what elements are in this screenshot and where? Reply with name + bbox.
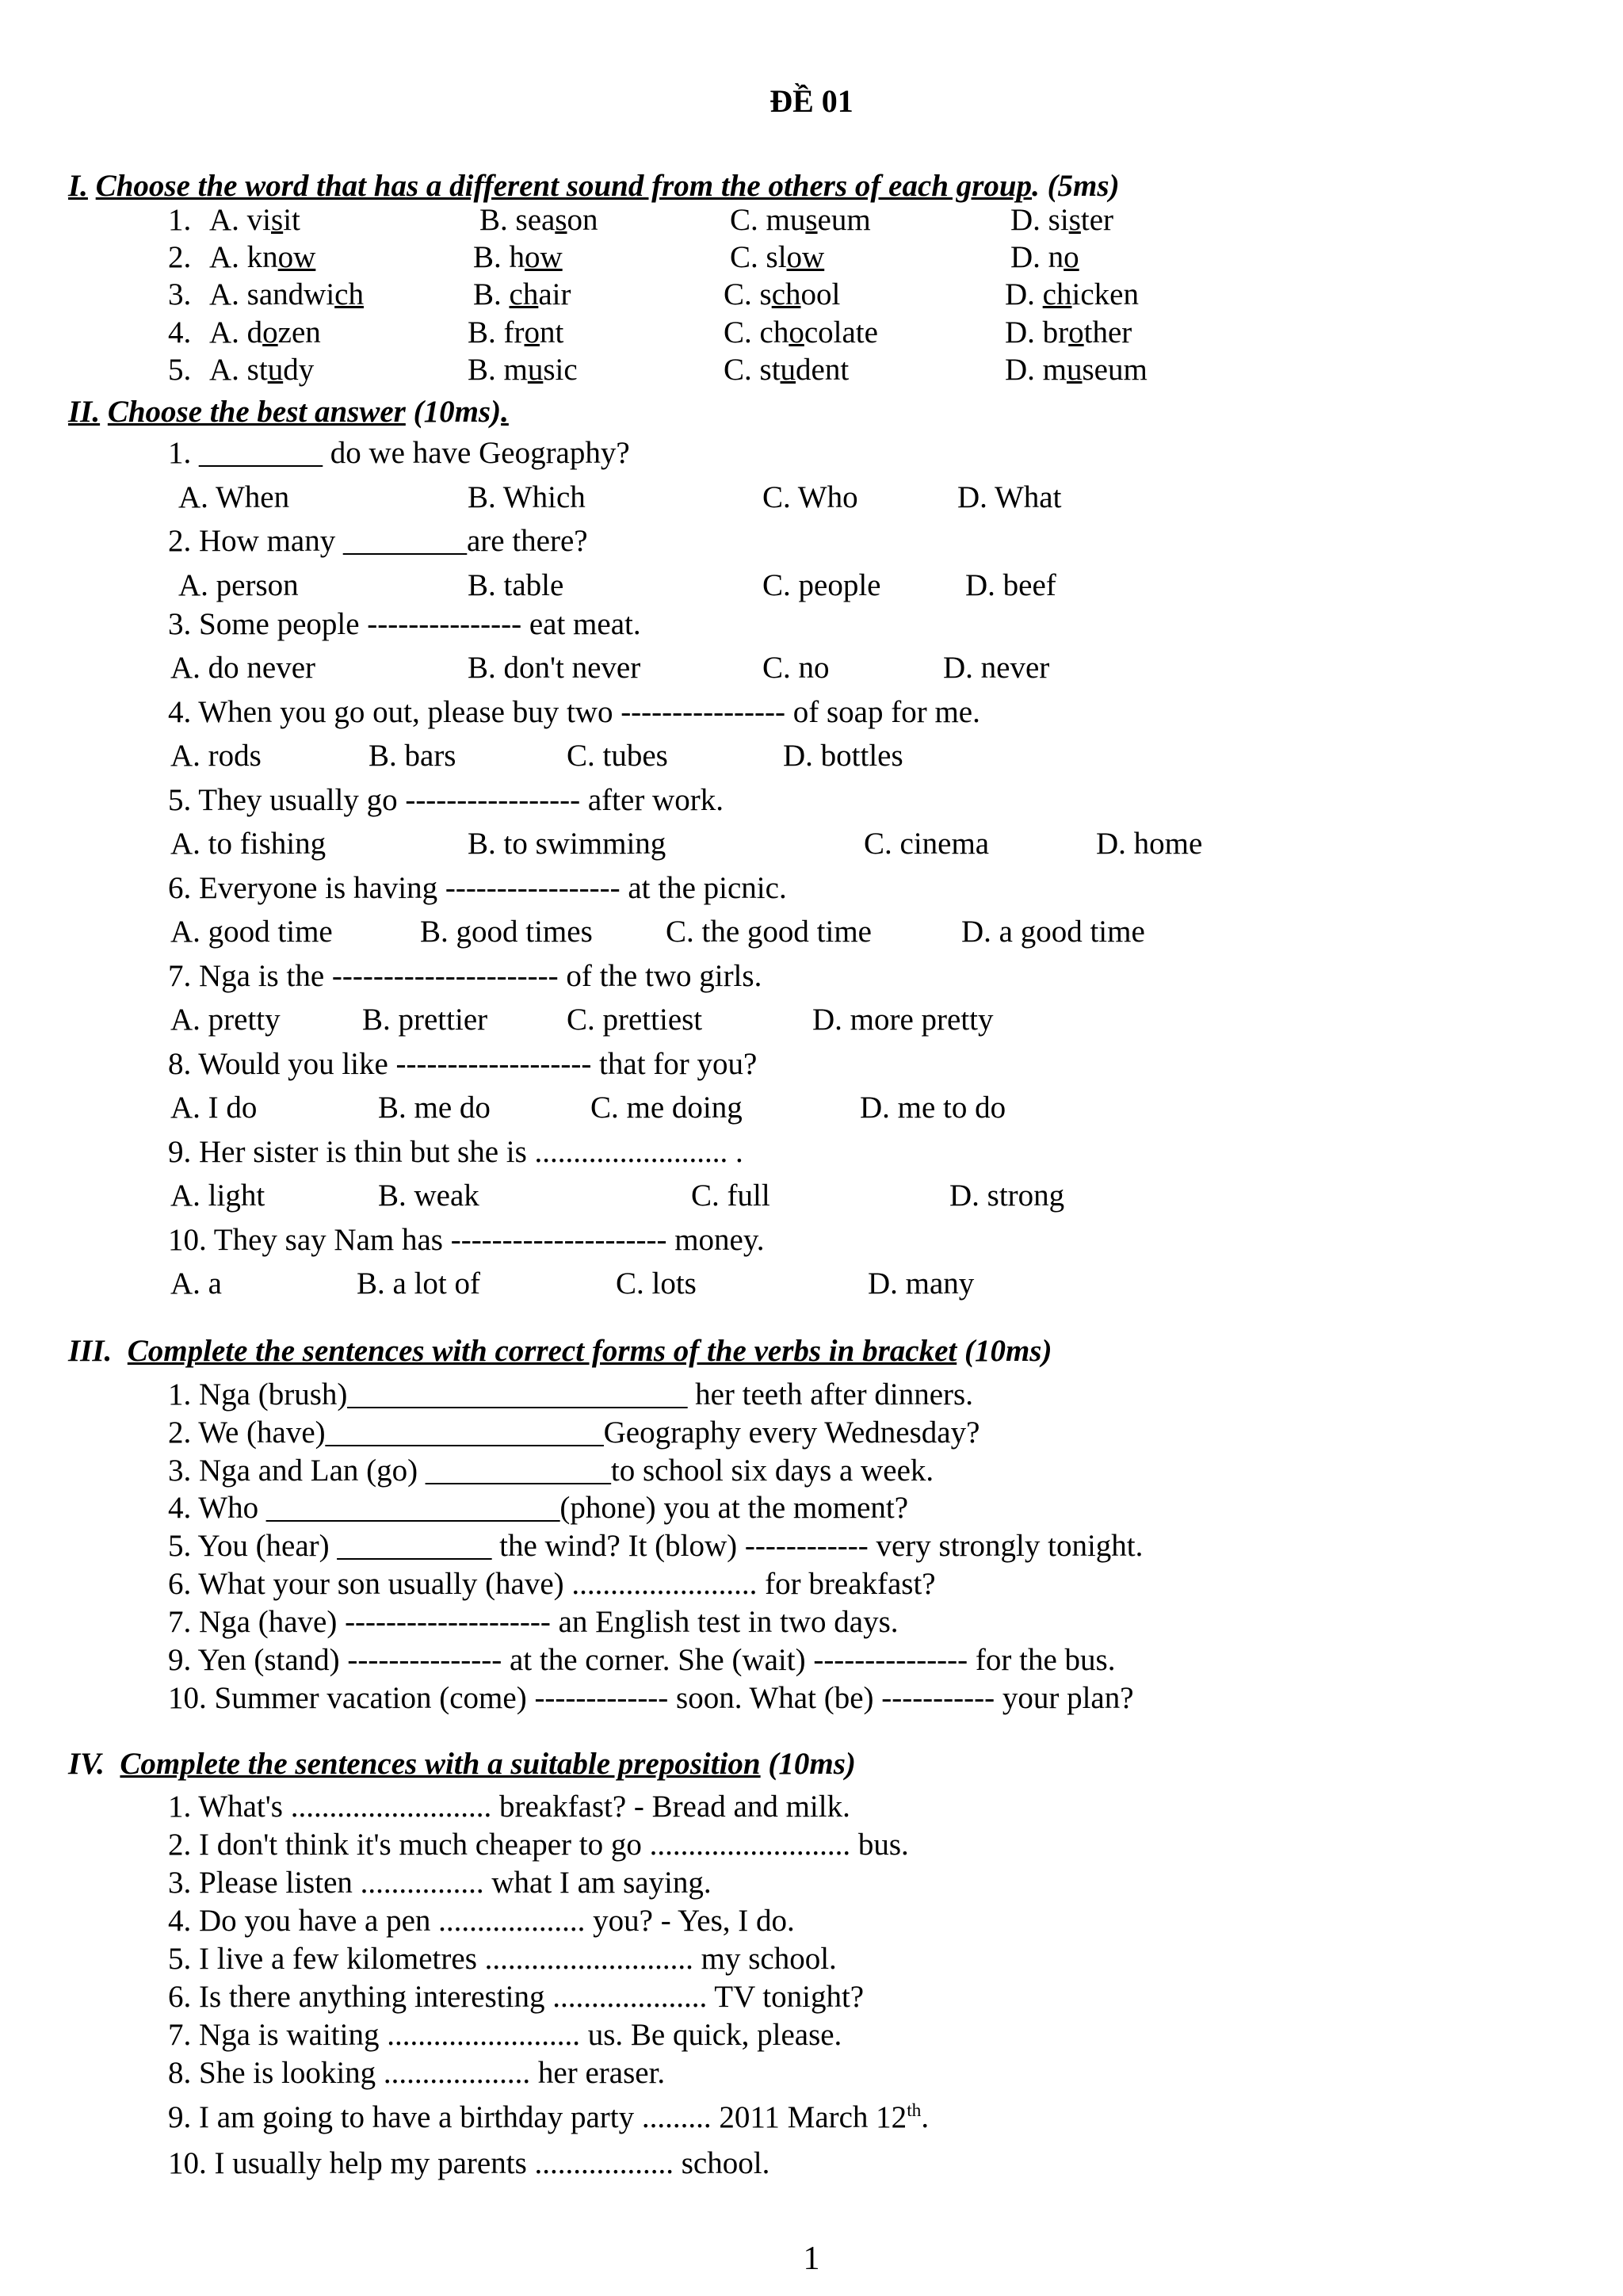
option	[209, 204, 300, 235]
option-prefix: D. br	[1005, 315, 1069, 350]
option	[724, 354, 849, 385]
sentence	[168, 1829, 909, 1860]
option	[468, 317, 563, 348]
section-3-title: Complete the sentences with correct forms of the verbs in bracket	[127, 1334, 957, 1368]
question: 2. How many ________are there?	[168, 524, 588, 558]
underlined-sound: u	[527, 353, 544, 387]
answer-option: D. never	[943, 651, 1050, 685]
option-suffix: sic	[543, 353, 578, 387]
option	[473, 279, 571, 310]
question: 7. Nga is the ---------------------- of the two girls.	[168, 959, 762, 993]
answer-option: D. a good time	[961, 915, 1145, 949]
option-prefix: B. fr	[468, 315, 525, 350]
option-suffix: on	[567, 203, 598, 237]
answer-option: D. strong	[949, 1179, 1065, 1213]
sentence	[168, 2019, 842, 2050]
option	[479, 204, 598, 235]
answer-option: C. full	[691, 1179, 770, 1213]
option-prefix: B. m	[468, 353, 528, 387]
answer-option: A. rods	[170, 739, 262, 773]
section-1-title: Choose the word that has a different sound from the others of each group	[95, 169, 1033, 203]
section-2-title: Choose the best answer	[107, 395, 406, 429]
option-suffix: nt	[540, 315, 564, 350]
section-1-roman: I.	[68, 169, 88, 203]
option	[730, 242, 824, 273]
option	[1010, 204, 1113, 235]
sentence-text: 7. Nga is waiting ......................... us. Be quick, please.	[168, 2018, 842, 2052]
answer-option: B. a lot of	[357, 1266, 480, 1301]
section-4-roman: IV.	[68, 1747, 105, 1781]
sentence: 3. Nga and Lan (go) ____________to school six days a week.	[168, 1454, 934, 1488]
option-prefix: A. d	[209, 315, 263, 350]
option-prefix: C. st	[724, 353, 781, 387]
page-number: 1	[803, 2241, 820, 2277]
sentence-text: 6. Is there anything interesting .................... TV tonight?	[168, 1980, 865, 2014]
section-2-points: (10ms)	[413, 395, 502, 429]
answer-option: A. good time	[170, 915, 333, 949]
underlined-sound: s	[805, 203, 818, 237]
underlined-sound: ow	[525, 240, 563, 274]
underlined-sound: ch	[334, 277, 364, 311]
underlined-sound: o	[524, 315, 540, 350]
question: 9. Her sister is thin but she is ......................... .	[168, 1135, 743, 1169]
sentence-text: 4. Do you have a pen ................... you? - Yes, I do.	[168, 1904, 795, 1938]
sentence: 4. Who ___________________(phone) you at the moment?	[168, 1491, 909, 1525]
option-suffix: eum	[817, 203, 871, 237]
option	[468, 354, 578, 385]
question: 8. Would you like ------------------- that for you?	[168, 1047, 758, 1081]
answer-option: D. home	[1096, 827, 1203, 861]
answer-option: B. Which	[468, 480, 586, 514]
item-number: 1.	[168, 203, 192, 237]
option	[473, 242, 563, 273]
sentence	[168, 2057, 665, 2088]
underlined-sound: ch	[509, 277, 539, 311]
sentence	[168, 2102, 929, 2133]
answer-option: B. don't never	[468, 651, 641, 685]
underlined-sound: ch	[1042, 277, 1072, 311]
underlined-sound: o	[1064, 240, 1079, 274]
answer-option: A. I do	[170, 1091, 258, 1125]
answer-option: C. me doing	[590, 1091, 743, 1125]
answer-option: D. beef	[965, 568, 1056, 602]
section-1-points: . (5ms)	[1032, 169, 1120, 203]
option-suffix: it	[283, 203, 300, 237]
sentence: 9. Yen (stand) --------------- at the corner. She (wait) --------------- for the bus.	[168, 1643, 1116, 1677]
underlined-sound: o	[262, 315, 278, 350]
section-4-points: (10ms)	[768, 1747, 856, 1781]
sentence: 1. Nga (brush)______________________ her teeth after dinners.	[168, 1377, 973, 1412]
answer-option: C. the good time	[666, 915, 872, 949]
answer-option: C. Who	[762, 480, 858, 514]
section-2-dot: .	[501, 395, 509, 429]
underlined-sound: ow	[786, 240, 825, 274]
underlined-sound: u	[780, 353, 796, 387]
underlined-sound: ch	[771, 277, 801, 311]
question: 10. They say Nam has --------------------- money.	[168, 1223, 765, 1257]
answer-option: A. When	[178, 480, 290, 514]
answer-option: A. pretty	[170, 1003, 281, 1037]
option	[724, 317, 878, 348]
sentence-text: 10. I usually help my parents .................. school.	[168, 2146, 770, 2180]
option	[209, 317, 321, 348]
option	[1005, 317, 1132, 348]
section-4-title: Complete the sentences with a suitable preposition	[120, 1747, 761, 1781]
underlined-sound: s	[271, 203, 284, 237]
option-prefix: B.	[473, 277, 510, 311]
option-prefix: A. kn	[209, 240, 278, 274]
ordinal-suffix: th	[907, 2100, 922, 2121]
sentence-text: 3. Please listen ................ what I am saying.	[168, 1866, 712, 1900]
option-suffix: ther	[1083, 315, 1132, 350]
underlined-sound: u	[1067, 353, 1083, 387]
option-suffix: icken	[1071, 277, 1139, 311]
option	[730, 204, 871, 235]
sentence-text: 1. What's .......................... breakfast? - Bread and milk.	[168, 1790, 850, 1824]
item-number: 5.	[168, 353, 192, 387]
underlined-sound: s	[555, 203, 567, 237]
answer-option: A. to fishing	[170, 827, 327, 861]
answer-option: A. a	[170, 1266, 222, 1301]
option-suffix: dy	[283, 353, 315, 387]
option-prefix: D. n	[1010, 240, 1064, 274]
sentence-text: 8. She is looking ................... her eraser.	[168, 2056, 666, 2090]
sentence	[168, 1867, 712, 1898]
underlined-sound: o	[1068, 315, 1084, 350]
option-prefix: C. sl	[730, 240, 787, 274]
item-number: 3.	[168, 277, 192, 311]
sentence	[168, 1981, 864, 2012]
answer-option: C. prettiest	[567, 1003, 703, 1037]
answer-option: D. more pretty	[812, 1003, 994, 1037]
sentence-text: 5. I live a few kilometres ........................... my school.	[168, 1942, 837, 1976]
sentence	[168, 1905, 795, 1936]
answer-option: C. tubes	[567, 739, 668, 773]
sentence	[168, 2148, 769, 2179]
option-prefix: B. h	[473, 240, 525, 274]
answer-option: C. people	[762, 568, 881, 602]
question: 5. They usually go ----------------- after work.	[168, 783, 724, 817]
answer-option: B. prettier	[362, 1003, 488, 1037]
section-3-points: (10ms)	[964, 1334, 1052, 1368]
answer-option: B. good times	[420, 915, 593, 949]
section-1-heading	[68, 168, 1120, 204]
answer-option: A. do never	[170, 651, 316, 685]
answer-option: D. me to do	[860, 1091, 1006, 1125]
answer-option: C. no	[762, 651, 830, 685]
sentence	[168, 1943, 837, 1974]
section-2-heading	[68, 394, 509, 430]
option-prefix: D. m	[1005, 353, 1067, 387]
option-prefix: B. sea	[479, 203, 556, 237]
option-prefix: D. si	[1010, 203, 1069, 237]
option-suffix: ool	[800, 277, 841, 311]
answer-option: B. to swimming	[468, 827, 666, 861]
underlined-sound: s	[1068, 203, 1081, 237]
option-suffix: air	[538, 277, 571, 311]
option-suffix: zen	[277, 315, 321, 350]
sentence: 7. Nga (have) -------------------- an English test in two days.	[168, 1605, 899, 1639]
option-prefix: C. ch	[724, 315, 789, 350]
option-prefix: A. sandwi	[209, 277, 335, 311]
page-title: ĐỀ 01	[769, 83, 854, 119]
item-number: 4.	[168, 315, 192, 350]
answer-option: D. bottles	[783, 739, 903, 773]
item-number: 2.	[168, 240, 192, 274]
option-prefix: A. vi	[209, 203, 271, 237]
option-suffix: seum	[1082, 353, 1148, 387]
answer-option: D. many	[868, 1266, 975, 1301]
sentence: 10. Summer vacation (come) ------------- soon. What (be) ----------- your plan?	[168, 1681, 1134, 1715]
answer-option: C. cinema	[864, 827, 990, 861]
question: 6. Everyone is having ----------------- at the picnic.	[168, 871, 787, 905]
option-prefix: C. s	[724, 277, 772, 311]
option	[1005, 354, 1148, 385]
answer-option: C. lots	[616, 1266, 697, 1301]
section-4-heading	[68, 1746, 856, 1782]
option	[209, 279, 364, 310]
section-3-roman: III.	[68, 1334, 113, 1368]
option	[209, 242, 315, 273]
answer-option: A. person	[178, 568, 299, 602]
sentence	[168, 1791, 850, 1822]
question: 4. When you go out, please buy two ---------------- of soap for me.	[168, 695, 980, 729]
option	[724, 279, 840, 310]
question: 3. Some people --------------- eat meat.	[168, 607, 641, 641]
option-prefix: C. mu	[730, 203, 806, 237]
answer-option: A. light	[170, 1179, 265, 1213]
sentence: 5. You (hear) __________ the wind? It (blow) ------------ very strongly tonight.	[168, 1529, 1144, 1563]
option-suffix: dent	[796, 353, 850, 387]
option	[209, 354, 314, 385]
answer-option: B. weak	[378, 1179, 479, 1213]
answer-option: D. What	[957, 480, 1062, 514]
option	[1010, 242, 1079, 273]
option-prefix: D.	[1005, 277, 1043, 311]
sentence-text: 9. I am going to have a birthday party ......... 2011 March 12	[168, 2100, 907, 2134]
underlined-sound: o	[789, 315, 804, 350]
underlined-sound: u	[267, 353, 284, 387]
underlined-sound: ow	[277, 240, 316, 274]
sentence-end: .	[921, 2100, 930, 2134]
answer-option: B. table	[468, 568, 564, 602]
answer-option: B. bars	[369, 739, 456, 773]
section-2-roman: II.	[68, 395, 101, 429]
sentence: 6. What your son usually (have) ........................ for breakfast?	[168, 1567, 936, 1601]
option-suffix: ter	[1080, 203, 1114, 237]
question: 1. ________ do we have Geography?	[168, 436, 630, 470]
sentence-text: 2. I don't think it's much cheaper to go .......................... bus.	[168, 1828, 909, 1862]
option-prefix: A. st	[209, 353, 268, 387]
answer-option: B. me do	[378, 1091, 491, 1125]
section-3-heading	[68, 1333, 1052, 1369]
option	[1005, 279, 1139, 310]
option-suffix: colate	[804, 315, 878, 350]
sentence: 2. We (have)__________________Geography every Wednesday?	[168, 1415, 980, 1450]
